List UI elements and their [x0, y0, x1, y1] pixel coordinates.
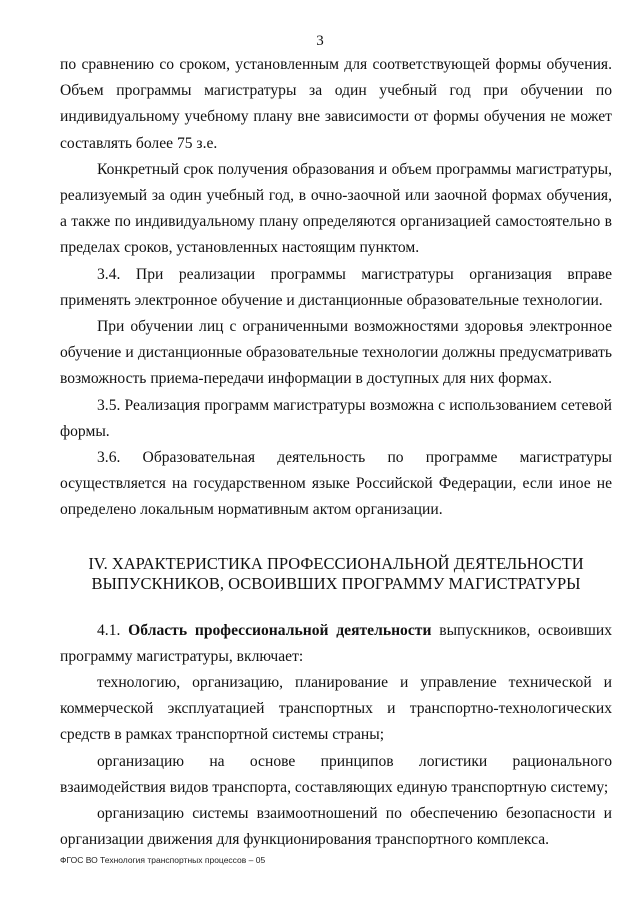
- document-body: [60, 52, 612, 853]
- section-heading-line-1: IV. ХАРАКТЕРИСТИКА ПРОФЕССИОНАЛЬНОЙ ДЕЯТЕЛЬНОСТИ: [88, 553, 584, 573]
- clause-number: 4.1.: [97, 621, 129, 639]
- section-heading-line-2: ВЫПУСКНИКОВ, ОСВОИВШИХ ПРОГРАММУ МАГИСТРАТУРЫ: [91, 573, 581, 593]
- page-footer: ФГОС ВО Технология транспортных процессов – 05: [60, 855, 266, 865]
- page-number: 3: [316, 33, 324, 49]
- paragraph-3-4: 3.4. При реализации программы магистратуры организация вправе применять электронное обучение и дистанционные образовательные технологии.: [60, 265, 612, 309]
- clause-text: выпускников, освоивших программу магистратуры, включает:: [60, 621, 612, 665]
- paragraph-3-6: 3.6. Образовательная деятельность по программе магистратуры осуществляется на государственном языке Российской Федерации, если иное не определено локальным нормативным актом организации.: [60, 449, 612, 519]
- list-item-safety: организацию системы взаимоотношений по обеспечению безопасности и организации движения для функционирования транспортного комплекса.: [60, 805, 612, 849]
- list-item-technology: технологию, организацию, планирование и управление технической и коммерческой эксплуатацией транспортных и транспортно-технологических средств в рамках транспортной системы страны;: [60, 674, 612, 744]
- bold-term: Область профессиональной деятельности: [128, 621, 432, 639]
- paragraph-term-volume: Конкретный срок получения образования и объем программы магистратуры, реализуемый за один учебный год, в очно-заочной или заочной формах обучения, а также по индивидуальному плану определяются организацией самостоятельно в пределах сроков, установленных настоящим пунктом.: [60, 160, 612, 257]
- paragraph-disabilities: При обучении лиц с ограниченными возможностями здоровья электронное обучение и дистанционные образовательные технологии должны предусматривать возможность приема-передачи информации в доступных для них формах.: [60, 318, 612, 388]
- list-item-logistics: организацию на основе принципов логистики рационального взаимодействия видов транспорта, составляющих единую транспортную систему;: [60, 752, 612, 796]
- section-heading: [60, 554, 612, 594]
- paragraph-4-1: [60, 618, 612, 670]
- paragraph-3-5: 3.5. Реализация программ магистратуры возможна с использованием сетевой формы.: [60, 396, 612, 440]
- paragraph-continuation: по сравнению со сроком, установленным для соответствующей формы обучения. Объем программы магистратуры за один учебный год при обучении по индивидуальному учебному плану вне зависимости от формы обучения не может составлять более 75 з.е.: [60, 56, 612, 152]
